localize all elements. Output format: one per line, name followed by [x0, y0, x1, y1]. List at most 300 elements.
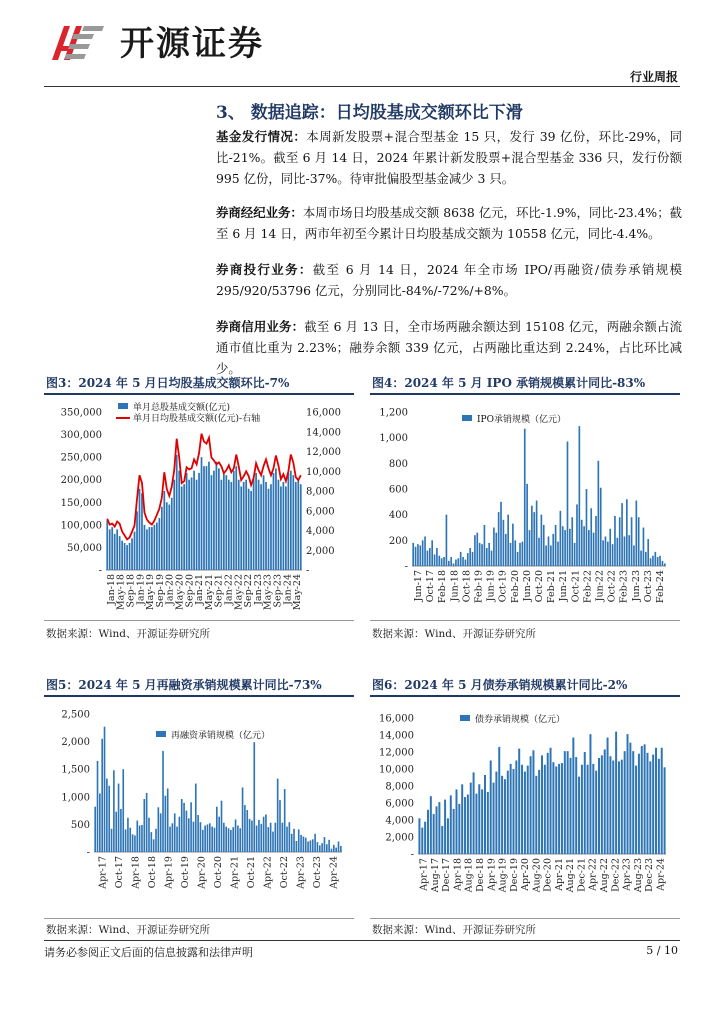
paragraph-fund-issuance — [216, 126, 682, 189]
bar — [242, 787, 244, 852]
x-tick-label: Apr-17 — [418, 858, 430, 891]
bar — [512, 769, 514, 854]
bar — [441, 558, 443, 566]
bar — [583, 526, 585, 566]
bar — [208, 462, 210, 570]
bar — [458, 804, 460, 854]
bar — [126, 545, 128, 570]
x-tick-label: Apr-18 — [130, 856, 142, 889]
bar — [176, 827, 178, 852]
bar — [504, 779, 506, 854]
bar — [221, 801, 223, 852]
bar — [321, 843, 323, 852]
doc-type: 行业周报 — [629, 70, 678, 84]
bar — [228, 480, 230, 570]
x-tick-label: Apr-22 — [587, 858, 599, 891]
bar — [230, 482, 232, 570]
bar — [635, 501, 637, 566]
bar — [419, 545, 421, 566]
bar — [165, 796, 167, 852]
x-tick-label: May-23 — [262, 574, 274, 611]
figure-title-rule — [44, 695, 354, 697]
bar — [547, 753, 549, 854]
bar — [469, 548, 471, 566]
bar — [576, 504, 578, 566]
bar — [258, 820, 260, 852]
bar — [295, 482, 297, 570]
figure-title-rule — [370, 695, 680, 697]
bar — [132, 834, 134, 852]
y2-tick-label: 12,000 — [306, 447, 341, 458]
x-tick-label: Feb-20 — [509, 570, 521, 604]
x-tick-label: Jan-18 — [105, 574, 117, 605]
bar — [654, 552, 656, 566]
bar — [664, 767, 666, 854]
bar — [631, 517, 633, 566]
x-tick-label: Feb-21 — [546, 570, 558, 604]
bar — [161, 507, 163, 570]
bar — [239, 828, 241, 852]
bar — [507, 771, 509, 854]
y-tick-label: 350,000 — [60, 407, 102, 419]
bar — [282, 823, 284, 852]
bar — [235, 819, 237, 852]
bar — [99, 793, 101, 852]
bar — [567, 751, 569, 854]
bar — [461, 784, 463, 854]
bar — [195, 784, 197, 852]
bar — [275, 468, 277, 570]
x-tick-label: May-19 — [145, 574, 157, 611]
bar — [455, 789, 457, 854]
bar — [230, 830, 232, 852]
bar — [118, 784, 120, 852]
bar — [223, 473, 225, 570]
bar — [155, 829, 157, 852]
bar — [289, 822, 291, 852]
bar — [183, 803, 185, 852]
bar — [225, 827, 227, 852]
bar — [291, 834, 293, 852]
bar — [125, 829, 127, 852]
bar — [476, 533, 478, 566]
bar — [201, 457, 203, 570]
y-tick-label: 1,000 — [61, 792, 90, 804]
bar — [297, 480, 299, 570]
bar — [115, 812, 117, 852]
figure-4-source: 数据来源：Wind、开源证券研究所 — [372, 628, 536, 640]
bar — [661, 748, 663, 854]
bar — [638, 754, 640, 854]
bar — [156, 523, 158, 570]
bar — [303, 837, 305, 852]
bar — [617, 538, 619, 566]
bar — [470, 783, 472, 854]
bar — [524, 772, 526, 854]
bar — [522, 542, 524, 566]
figure-source-rule — [44, 620, 354, 621]
bar — [584, 752, 586, 854]
bar — [255, 473, 257, 570]
bar — [567, 442, 569, 566]
bar — [417, 544, 419, 566]
bar — [148, 818, 150, 852]
y-tick-label: 2,500 — [61, 709, 90, 721]
bar — [659, 556, 661, 566]
bar — [270, 484, 272, 570]
bar — [474, 535, 476, 566]
y-tick-label: 200,000 — [60, 475, 102, 487]
bar — [638, 517, 640, 566]
y-tick-label: - — [410, 849, 414, 861]
bar — [507, 515, 509, 566]
y-tick-label: - — [404, 561, 408, 573]
y-tick-label: 2,000 — [385, 832, 414, 844]
bar — [146, 793, 148, 852]
bar — [632, 751, 634, 854]
x-tick-label: Apr-19 — [163, 856, 175, 889]
bar — [569, 529, 571, 566]
bar — [647, 539, 649, 566]
bar — [253, 477, 255, 570]
bar — [317, 842, 319, 852]
bar — [438, 802, 440, 854]
x-tick-label: Sep-23 — [272, 574, 284, 608]
x-tick-label: Oct-18 — [461, 570, 473, 603]
x-tick-label: Oct-19 — [179, 856, 191, 889]
bar — [158, 807, 160, 852]
y-tick-label: 600 — [388, 484, 408, 496]
bar — [163, 491, 165, 570]
bar — [168, 505, 170, 570]
bar — [614, 516, 616, 566]
bar — [586, 489, 588, 566]
paragraph-label: 券商投行业务： — [216, 262, 313, 277]
legend-bar-swatch — [462, 415, 472, 421]
bar — [223, 823, 225, 852]
bar — [213, 471, 215, 570]
bar — [422, 540, 424, 566]
legend-label: 单月总股基成交额(亿元) — [133, 403, 231, 413]
bar — [441, 826, 443, 854]
x-tick-label: Apr-18 — [452, 858, 464, 891]
bar — [487, 792, 489, 854]
bar — [272, 832, 274, 852]
bar — [498, 747, 500, 854]
paragraph-label: 基金发行情况： — [216, 129, 307, 144]
y-tick-label: 250,000 — [60, 452, 102, 464]
bar — [258, 480, 260, 570]
bar — [500, 502, 502, 566]
figure-6-title: 图6：2024 年 5 月债券承销规模累计同比-2% — [372, 678, 628, 692]
bar — [598, 461, 600, 566]
bar — [530, 756, 532, 854]
bar — [514, 540, 516, 566]
paragraph-label: 券商信用业务： — [216, 319, 305, 334]
bar — [273, 473, 275, 570]
x-tick-label: Oct-21 — [570, 570, 582, 603]
y-tick-label: 8,000 — [385, 781, 414, 793]
bar — [635, 766, 637, 854]
bar — [595, 516, 597, 566]
bar — [188, 480, 190, 570]
x-tick-label: Oct-20 — [213, 856, 224, 889]
y2-tick-label: 2,000 — [306, 545, 335, 557]
x-tick-label: Jun-19 — [485, 570, 497, 602]
bar — [141, 493, 143, 570]
bar — [424, 822, 426, 854]
bar — [560, 511, 562, 566]
bar — [245, 480, 247, 570]
bar — [555, 766, 557, 854]
bar — [649, 761, 651, 854]
bar — [143, 799, 145, 852]
x-tick-label: Aug-17 — [429, 858, 441, 893]
figure-3-source: 数据来源：Wind、开源证券研究所 — [46, 628, 210, 640]
bar — [493, 783, 495, 854]
bar — [181, 486, 183, 570]
x-tick-label: Jun-17 — [413, 570, 425, 602]
bar — [167, 789, 169, 852]
x-tick-label: Oct-22 — [606, 570, 618, 603]
bar — [532, 750, 534, 854]
bar — [108, 786, 110, 852]
legend-label: IPO承销规模（亿元） — [477, 415, 566, 425]
bar — [529, 530, 531, 566]
bar — [527, 766, 529, 854]
bar — [450, 557, 452, 566]
bar — [154, 525, 156, 570]
bar — [256, 826, 258, 852]
bar — [206, 466, 208, 570]
y2-tick-label: 4,000 — [306, 526, 335, 537]
bar — [604, 749, 606, 854]
bar — [447, 818, 449, 854]
bar — [481, 544, 483, 566]
bar — [531, 506, 533, 566]
bar — [587, 765, 589, 854]
bar — [134, 532, 136, 570]
bar — [211, 475, 213, 570]
bar — [121, 541, 123, 570]
bar — [538, 538, 540, 566]
bar — [298, 829, 300, 852]
bar — [214, 828, 216, 852]
bar — [122, 769, 124, 852]
bar — [116, 529, 118, 570]
figure-source-rule — [44, 918, 354, 919]
bar — [629, 743, 631, 854]
bar — [124, 543, 126, 570]
bar — [151, 527, 153, 570]
bar — [293, 829, 295, 852]
x-tick-label: Oct-17 — [113, 856, 125, 889]
bar — [465, 560, 467, 566]
chart-refinancing-underwriting — [44, 698, 354, 908]
bar — [607, 542, 609, 566]
bar — [421, 828, 423, 854]
bar — [220, 480, 222, 570]
x-tick-label: Aug-22 — [599, 858, 610, 893]
bar — [246, 810, 248, 852]
bar — [434, 554, 436, 566]
bar — [541, 755, 543, 854]
figure-5-title: 图5：2024 年 5 月再融资承销规模累计同比-73% — [46, 678, 322, 692]
bar — [171, 498, 173, 570]
x-tick-label: Apr-20 — [196, 856, 208, 889]
legend-bar-swatch — [156, 731, 166, 737]
bar — [491, 551, 493, 566]
bar — [250, 491, 252, 570]
y-tick-label: 500 — [70, 819, 90, 831]
logo-icon — [44, 20, 114, 66]
x-tick-label: Jan-22 — [223, 574, 235, 605]
x-tick-label: Apr-24 — [655, 858, 667, 891]
bar — [524, 429, 526, 566]
bar — [448, 561, 450, 566]
bar — [658, 759, 660, 854]
bar — [446, 515, 448, 566]
x-tick-label: Dec-23 — [644, 858, 656, 892]
bar — [198, 473, 200, 570]
y-tick-label: 2,000 — [61, 737, 90, 749]
y2-tick-label: 14,000 — [306, 427, 341, 439]
bar — [260, 484, 262, 570]
bar — [160, 813, 162, 852]
bar — [521, 765, 523, 854]
y-tick-label: 800 — [388, 458, 408, 470]
bar — [235, 466, 237, 570]
bar — [544, 765, 546, 854]
bar — [251, 821, 253, 852]
bar — [183, 484, 185, 570]
bar — [270, 823, 272, 852]
bar — [111, 829, 113, 852]
x-tick-label: Sep-20 — [184, 574, 196, 608]
y-tick-label: 14,000 — [379, 730, 414, 742]
bar — [127, 818, 129, 852]
bar — [601, 755, 603, 854]
bar — [564, 530, 566, 566]
x-tick-label: Oct-22 — [279, 856, 291, 889]
bar — [510, 764, 512, 854]
page-number: 5 / 10 — [646, 944, 678, 957]
bar — [200, 822, 202, 852]
x-tick-label: Jan-19 — [135, 574, 147, 605]
y-tick-label: 12,000 — [379, 747, 414, 759]
bar — [510, 543, 512, 566]
bar — [331, 849, 333, 852]
bar — [588, 530, 590, 566]
bar — [312, 839, 314, 852]
x-tick-label: Feb-18 — [437, 570, 449, 604]
bar — [203, 466, 205, 570]
y2-tick-label: 16,000 — [306, 407, 341, 419]
x-tick-label: Jan-21 — [194, 574, 206, 605]
bar — [462, 557, 464, 566]
bar — [624, 751, 626, 854]
bar — [472, 552, 474, 566]
paragraph-text: 截至 6 月 14 日，2024 年全市场 IPO/再融资/债券承销规模 295/920/53796 亿元，分别同比-84%/-72%/+8%。 — [216, 262, 683, 298]
bar — [512, 524, 514, 566]
bar — [292, 475, 294, 570]
x-tick-label: Apr-19 — [486, 858, 498, 891]
x-tick-label: Feb-22 — [582, 570, 594, 604]
x-tick-label: Jan-23 — [252, 574, 264, 605]
bar — [593, 533, 595, 566]
bar — [640, 551, 642, 566]
bar — [279, 800, 281, 852]
bar — [438, 556, 440, 566]
bar — [633, 545, 635, 566]
bar — [595, 771, 597, 854]
bar — [453, 809, 455, 854]
bar — [97, 761, 99, 852]
bar — [519, 543, 521, 566]
x-tick-label: Oct-19 — [497, 570, 509, 603]
bar — [240, 486, 242, 570]
bar — [581, 520, 583, 566]
y-tick-label: 50,000 — [67, 542, 102, 554]
bar — [207, 824, 209, 852]
x-tick-label: Jun-20 — [521, 570, 533, 602]
bar — [268, 489, 270, 570]
bar — [106, 779, 108, 852]
bar — [533, 512, 535, 566]
bar — [335, 848, 337, 852]
bar — [113, 770, 115, 852]
x-tick-label: Dec-21 — [576, 858, 588, 892]
bar — [158, 518, 160, 570]
bar — [457, 558, 459, 566]
bar — [109, 529, 111, 570]
bar — [644, 744, 646, 854]
bar — [526, 484, 528, 566]
x-tick-label: Sep-21 — [213, 574, 225, 608]
bar — [305, 838, 307, 852]
bar — [557, 542, 559, 566]
x-tick-label: Feb-23 — [618, 570, 630, 604]
bar — [479, 543, 481, 566]
figure-source-rule — [370, 918, 680, 919]
bar — [436, 548, 438, 566]
x-tick-label: May-21 — [203, 574, 215, 611]
bar — [149, 527, 151, 570]
y2-tick-label: 8,000 — [306, 486, 335, 498]
footer-divider — [44, 940, 680, 941]
bar — [484, 525, 486, 566]
paragraph-text: 截至 6 月 13 日，全市场两融余额达到 15108 亿元，两融余额占流通市值比重为 2.23%；融券余额 339 亿元，占两融比重达到 2.24%，占比环比减少。 — [216, 319, 682, 376]
bar — [564, 751, 566, 854]
x-tick-label: Oct-18 — [146, 856, 158, 889]
bar — [450, 795, 452, 854]
bar — [481, 789, 483, 854]
bar — [338, 842, 340, 852]
bar — [558, 764, 560, 854]
bar — [225, 475, 227, 570]
bar — [265, 814, 267, 852]
bar — [609, 529, 611, 566]
bar — [119, 536, 121, 570]
bar — [561, 763, 563, 854]
x-tick-label: May-22 — [233, 574, 245, 611]
bar — [552, 534, 554, 566]
bar — [228, 828, 230, 852]
y2-tick-label: 6,000 — [306, 506, 335, 518]
bar — [260, 824, 262, 852]
bar — [545, 545, 547, 566]
bar — [646, 753, 648, 854]
